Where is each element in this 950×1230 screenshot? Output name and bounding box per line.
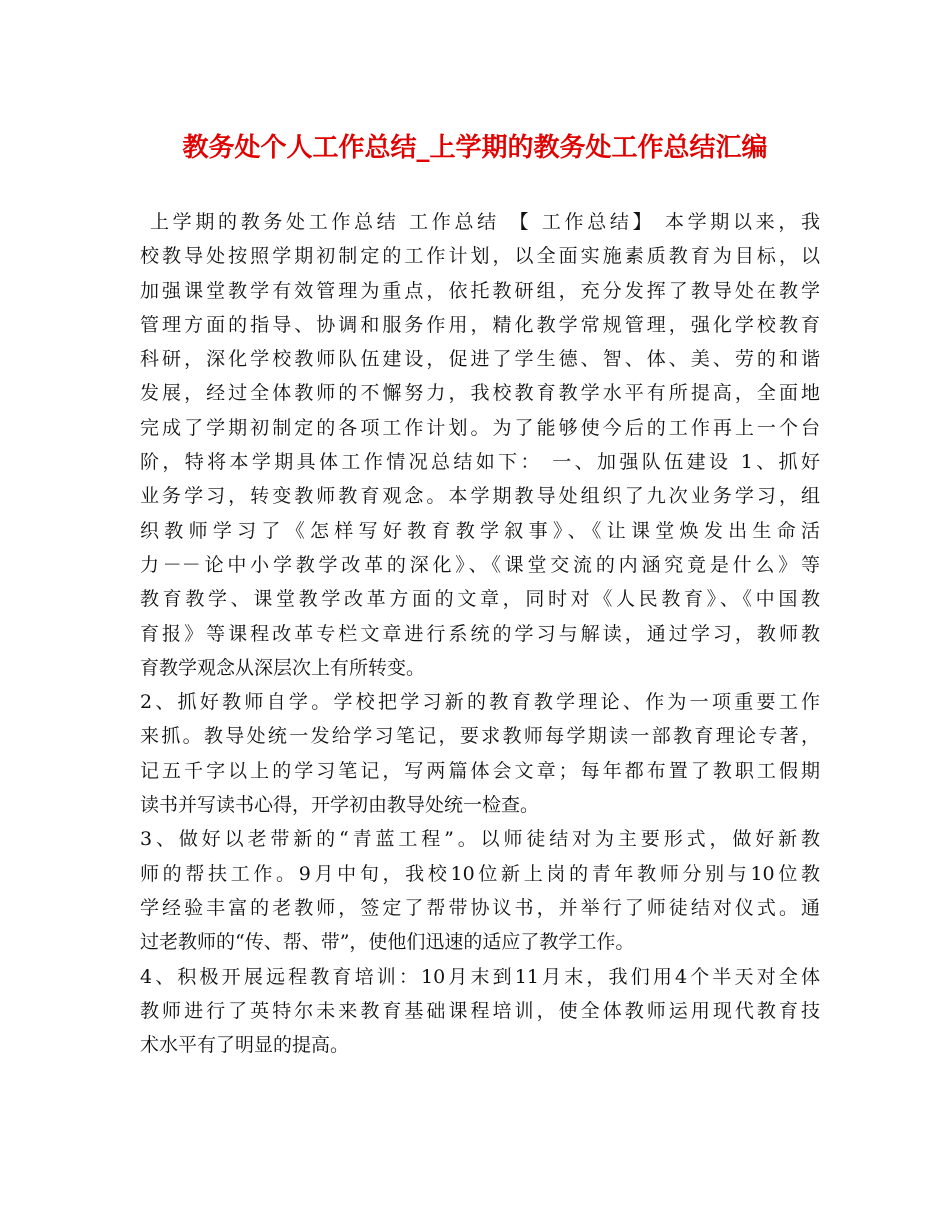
- body-line: 校教导处按照学期初制定的工作计划，以全面实施素质教育为目标，以: [140, 245, 820, 268]
- body-line: 过老教师的“传、帮、带”，使他们迅速的适应了教学工作。: [140, 931, 635, 954]
- body-line: 教育教学、课堂教学改革方面的文章，同时对《人民教育》、《中国教: [140, 588, 820, 611]
- body-line: 学经验丰富的老教师，签定了帮带协议书，并举行了师徒结对仪式。通: [140, 896, 820, 919]
- body-line: 3、做好以老带新的“青蓝工程”。以师徒结对为主要形式，做好新教: [140, 828, 820, 851]
- document-body: [140, 205, 820, 1062]
- body-line: 来抓。教导处统一发给学习笔记，要求教师每学期读一部教育理论专著，: [140, 725, 820, 748]
- body-line: 阶，特将本学期具体工作情况总结如下： 一、加强队伍建设 1、抓好: [140, 451, 820, 474]
- body-line: 科研，深化学校教师队伍建设，促进了学生德、智、体、美、劳的和谐: [140, 348, 820, 371]
- body-line: 织教师学习了《怎样写好教育教学叙事》、《让课堂焕发出生命活: [140, 519, 820, 542]
- body-line: 管理方面的指导、协调和服务作用，精化教学常规管理，强化学校教育: [140, 313, 820, 336]
- body-line: 教师进行了英特尔未来教育基础课程培训，使全体教师运用现代教育技: [140, 999, 820, 1022]
- body-line: 力－－论中小学教学改革的深化》、《课堂交流的内涵究竟是什么》等: [140, 553, 820, 576]
- body-line: 加强课堂教学有效管理为重点，依托教研组，充分发挥了教导处在教学: [140, 279, 820, 302]
- body-line: 发展，经过全体教师的不懈努力，我校教育教学水平有所提高，全面地: [140, 382, 820, 405]
- body-line: 读书并写读书心得，开学初由教导处统一检查。: [140, 794, 540, 817]
- body-line: 2、抓好教师自学。学校把学习新的教育教学理论、作为一项重要工作: [140, 691, 820, 714]
- body-line: 育报》等课程改革专栏文章进行系统的学习与解读，通过学习，教师教: [140, 622, 820, 645]
- body-line: 业务学习，转变教师教育观念。本学期教导处组织了九次业务学习，组: [140, 485, 820, 508]
- document-title: 教务处个人工作总结_上学期的教务处工作总结汇编: [182, 133, 768, 163]
- body-line: 上学期的教务处工作总结 工作总结 【 工作总结】 本学期以来，我: [150, 211, 820, 233]
- body-line: 育教学观念从深层次上有所转变。: [140, 656, 426, 679]
- body-line: 术水平有了明显的提高。: [140, 1034, 350, 1057]
- body-line: 完成了学期初制定的各项工作计划。为了能够使今后的工作再上一个台: [140, 416, 820, 439]
- body-line: 4、积极开展远程教育培训：10月末到11月末，我们用4个半天对全体: [140, 965, 820, 988]
- body-line: 师的帮扶工作。9月中旬，我校10位新上岗的青年教师分别与10位教: [140, 862, 820, 885]
- body-line: 记五千字以上的学习笔记，写两篇体会文章；每年都布置了教职工假期: [140, 759, 820, 782]
